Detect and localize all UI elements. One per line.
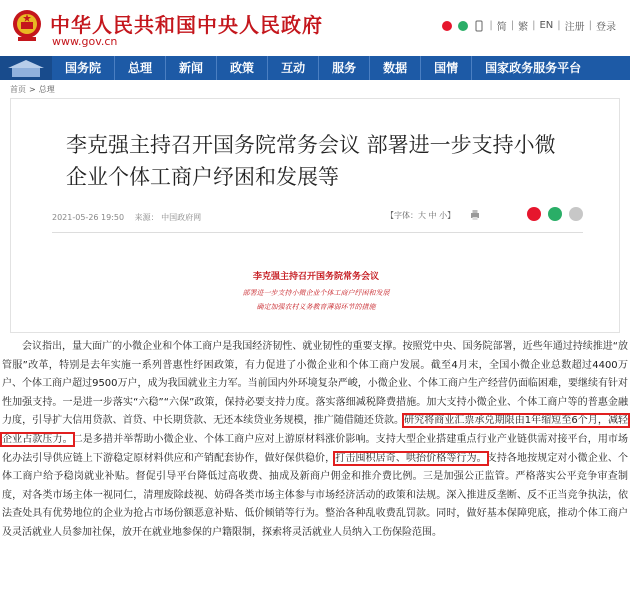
top-links: | 简 | 繁 | EN | 注册 | 登录 <box>441 18 616 33</box>
link-traditional[interactable]: 繁 <box>518 22 529 33</box>
nav-news[interactable]: 新闻 <box>166 56 217 80</box>
link-register[interactable]: 注册 <box>564 22 585 33</box>
main-nav <box>0 56 630 80</box>
article-headline: 李克强主持召开国务院常务会议 <box>252 272 379 282</box>
breadcrumb-premier[interactable]: 总理 <box>38 85 55 94</box>
breadcrumb-separator-icon: > <box>29 85 36 94</box>
body-text-c: 支持各地按规定对小微企业、个体工商户给予稳岗就业补贴。督促引导平台降低过高收费、抽成及新商户佣金和推介费比例。三是加强公正监管。严格落实公平竞争审查制度，对各类市场主体一视同仁，清理废除歧视、妨碍各类市场主体参与市场经济活动的政策和法规。深入推进反垄断、反不正当竞争执法，依法查处具有优势地位的企业为抢占市场份额恶意补贴、低价倾销等行为。整治各种乱收费乱罚款。同时，做好基本保障兜底，推动个体工商户及灵活就业人员参加社保，放开在就业地参保的户籍限制，探索将灵活就业人员纳入工伤保险范围。 <box>2 452 629 538</box>
site-url[interactable]: www.gov.cn <box>52 35 118 48</box>
nav-data[interactable]: 数据 <box>370 56 421 80</box>
divider <box>52 232 583 233</box>
highlighted-text-1: 研究将商业汇票承兑期限由1年缩短至6个月，减轻企业占款压力。 <box>2 415 628 445</box>
link-simplified[interactable]: 简 <box>496 22 507 33</box>
link-english[interactable]: EN <box>539 20 554 31</box>
article-source: 来源： 中国政府网 <box>134 213 202 222</box>
article-paragraph <box>2 338 628 543</box>
share-weibo-icon[interactable] <box>527 207 541 221</box>
wechat-icon[interactable] <box>457 20 469 32</box>
national-emblem-icon[interactable] <box>12 8 42 42</box>
tiananmen-home-icon[interactable] <box>0 56 52 80</box>
article-meta <box>52 212 201 223</box>
site-title[interactable]: 中华人民共和国中央人民政府 <box>50 13 323 37</box>
breadcrumb-home[interactable]: 首页 <box>10 85 26 94</box>
article-subheadline-2: 确定加强农村义务教育薄弱环节的措施 <box>256 303 376 311</box>
nav-state-council[interactable]: 国务院 <box>52 56 115 80</box>
highlighted-text-2: 打击囤积居奇、哄抬价格等行为。 <box>335 452 487 464</box>
font-size-control[interactable]: 【字体：大 中 小】 <box>386 211 456 220</box>
article-body <box>2 338 628 543</box>
body-text-a: 会议指出，量大面广的小微企业和个体工商户是我国经济韧性、就业韧性的重要支撑。按照党中央、国务院部署，近些年通过持续推进“放管服”改革，特别是去年实施一系列普惠性纾困政策，有力促进了小微企业和个体工商户发展。截至4月末，全国小微企业总数超过4400万户、个体工商户超过9500万户，成为我国就业主力军。当前国内外环境复杂严峻，小微企业、个体工商户生产经营仍面临困难，要继续有针对性加强支持。一是进一步落实“六稳”“六保”政策，保持必要支持力度。落实落细减税降费措施。加大支持小微企业、个体工商户等的普惠金融力度，引导扩大信用贷款、首贷、中长期贷款、无还本续贷业务规模，推广随借随还贷款。 <box>2 341 628 427</box>
article-card <box>10 98 620 333</box>
article-title: 李克强主持召开国务院常务会议 部署进一步支持小微企业个体工商户纾困和发展等 <box>66 133 556 189</box>
nav-interaction[interactable]: 互动 <box>268 56 319 80</box>
body-text-b: 二是多措并举帮助小微企业、个体工商户应对上游原材料涨价影响。支持大型企业搭建重点行业产业链供需对接平台，用市场化办法引导供应链上下游稳定原材料供应和产销配套协作，做好保供稳价， <box>2 433 629 464</box>
nav-national-info[interactable]: 国情 <box>421 56 472 80</box>
tiananmen-icon <box>0 56 52 80</box>
share-buttons <box>527 207 583 221</box>
nav-service[interactable]: 服务 <box>319 56 370 80</box>
article-subheadline: 部署进一步支持小微企业个体工商户纾困和发展 <box>242 289 390 297</box>
nav-premier[interactable]: 总理 <box>115 56 166 80</box>
weibo-icon[interactable] <box>441 20 453 32</box>
share-wechat-icon[interactable] <box>548 207 562 221</box>
site-header <box>0 0 630 54</box>
print-icon[interactable] <box>469 209 481 221</box>
breadcrumb <box>10 84 55 95</box>
nav-policy[interactable]: 政策 <box>217 56 268 80</box>
mobile-icon[interactable] <box>473 20 485 32</box>
share-more-icon[interactable] <box>569 207 583 221</box>
article-date: 2021-05-26 19:50 <box>52 213 125 222</box>
nav-gov-service-platform[interactable]: 国家政务服务平台 <box>485 61 582 75</box>
link-login[interactable]: 登录 <box>596 22 616 33</box>
